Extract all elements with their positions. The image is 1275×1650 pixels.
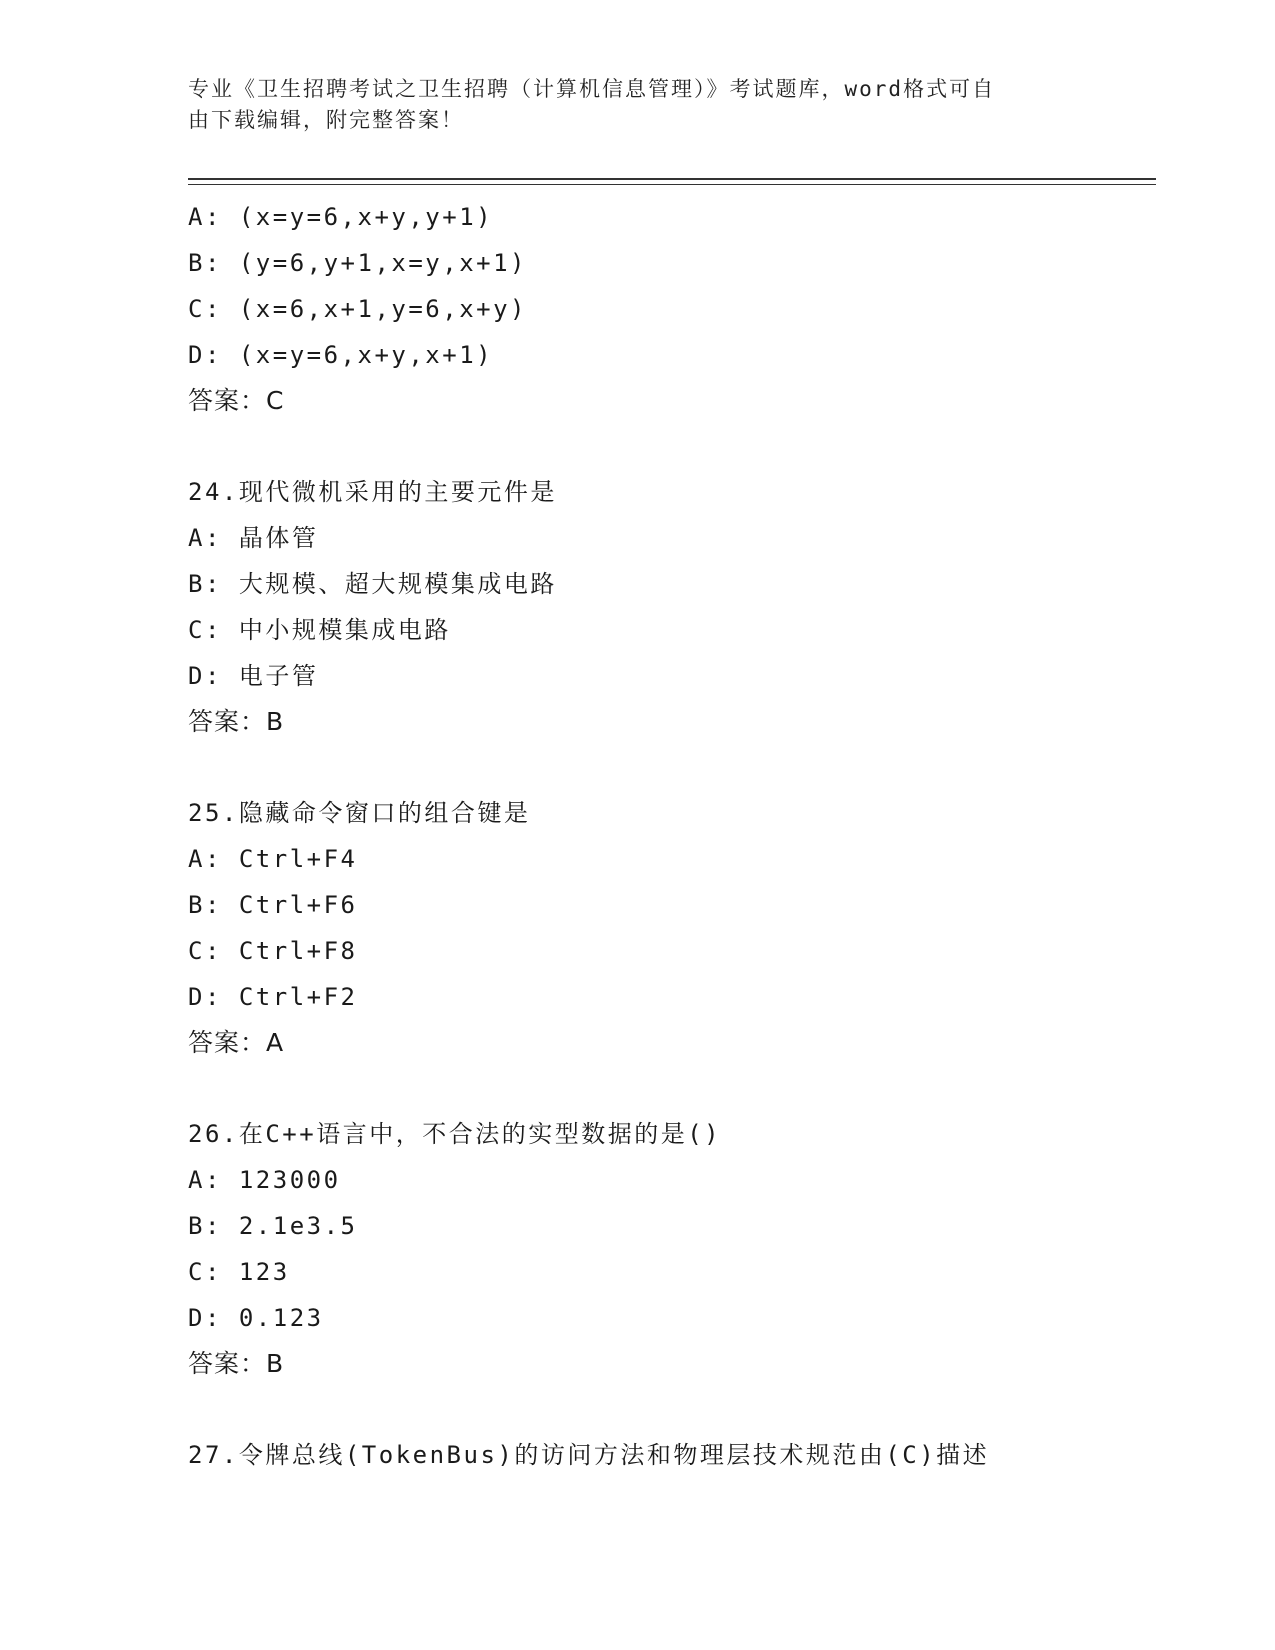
question-stem: 27.令牌总线(TokenBus)的访问方法和物理层技术规范由(C)描述 bbox=[188, 1441, 990, 1469]
question-27 bbox=[188, 1432, 1156, 1478]
answer-label: 答案：A bbox=[188, 1028, 285, 1057]
option-a: A: Ctrl+F4 bbox=[188, 845, 358, 873]
option-c: C: 123 bbox=[188, 1258, 290, 1286]
option-b: B: (y=6,y+1,x=y,x+1) bbox=[188, 249, 527, 277]
option-c: C: (x=6,x+1,y=6,x+y) bbox=[188, 295, 527, 323]
answer-label: 答案：B bbox=[188, 1349, 285, 1378]
document-header bbox=[188, 74, 1088, 136]
question-stem: 26.在C++语言中，不合法的实型数据的是() bbox=[188, 1120, 722, 1148]
header-line-1: 专业《卫生招聘考试之卫生招聘（计算机信息管理）》考试题库，word格式可自 bbox=[188, 77, 996, 101]
option-a: A: (x=y=6,x+y,y+1) bbox=[188, 203, 494, 231]
option-d: D: 0.123 bbox=[188, 1304, 324, 1332]
question-stem: 24.现代微机采用的主要元件是 bbox=[188, 478, 557, 506]
header-line-2: 由下载编辑，附完整答案！ bbox=[188, 108, 464, 132]
option-c: C: Ctrl+F8 bbox=[188, 937, 358, 965]
option-c: C: 中小规模集成电路 bbox=[188, 616, 451, 644]
option-d: D: (x=y=6,x+y,x+1) bbox=[188, 341, 494, 369]
header-divider-thin bbox=[188, 184, 1156, 185]
option-d: D: Ctrl+F2 bbox=[188, 983, 358, 1011]
option-b: B: 大规模、超大规模集成电路 bbox=[188, 570, 557, 598]
option-a: A: 123000 bbox=[188, 1166, 341, 1194]
question-stem: 25.隐藏命令窗口的组合键是 bbox=[188, 799, 531, 827]
answer-label: 答案：C bbox=[188, 386, 285, 415]
option-b: B: 2.1e3.5 bbox=[188, 1212, 358, 1240]
question-24 bbox=[188, 469, 1156, 745]
question-list bbox=[188, 194, 1156, 1478]
question-23 bbox=[188, 194, 1156, 424]
question-25 bbox=[188, 790, 1156, 1066]
answer-label: 答案：B bbox=[188, 707, 285, 736]
question-26 bbox=[188, 1111, 1156, 1387]
option-d: D: 电子管 bbox=[188, 662, 319, 690]
option-a: A: 晶体管 bbox=[188, 524, 319, 552]
option-b: B: Ctrl+F6 bbox=[188, 891, 358, 919]
header-divider-thick bbox=[188, 178, 1156, 180]
